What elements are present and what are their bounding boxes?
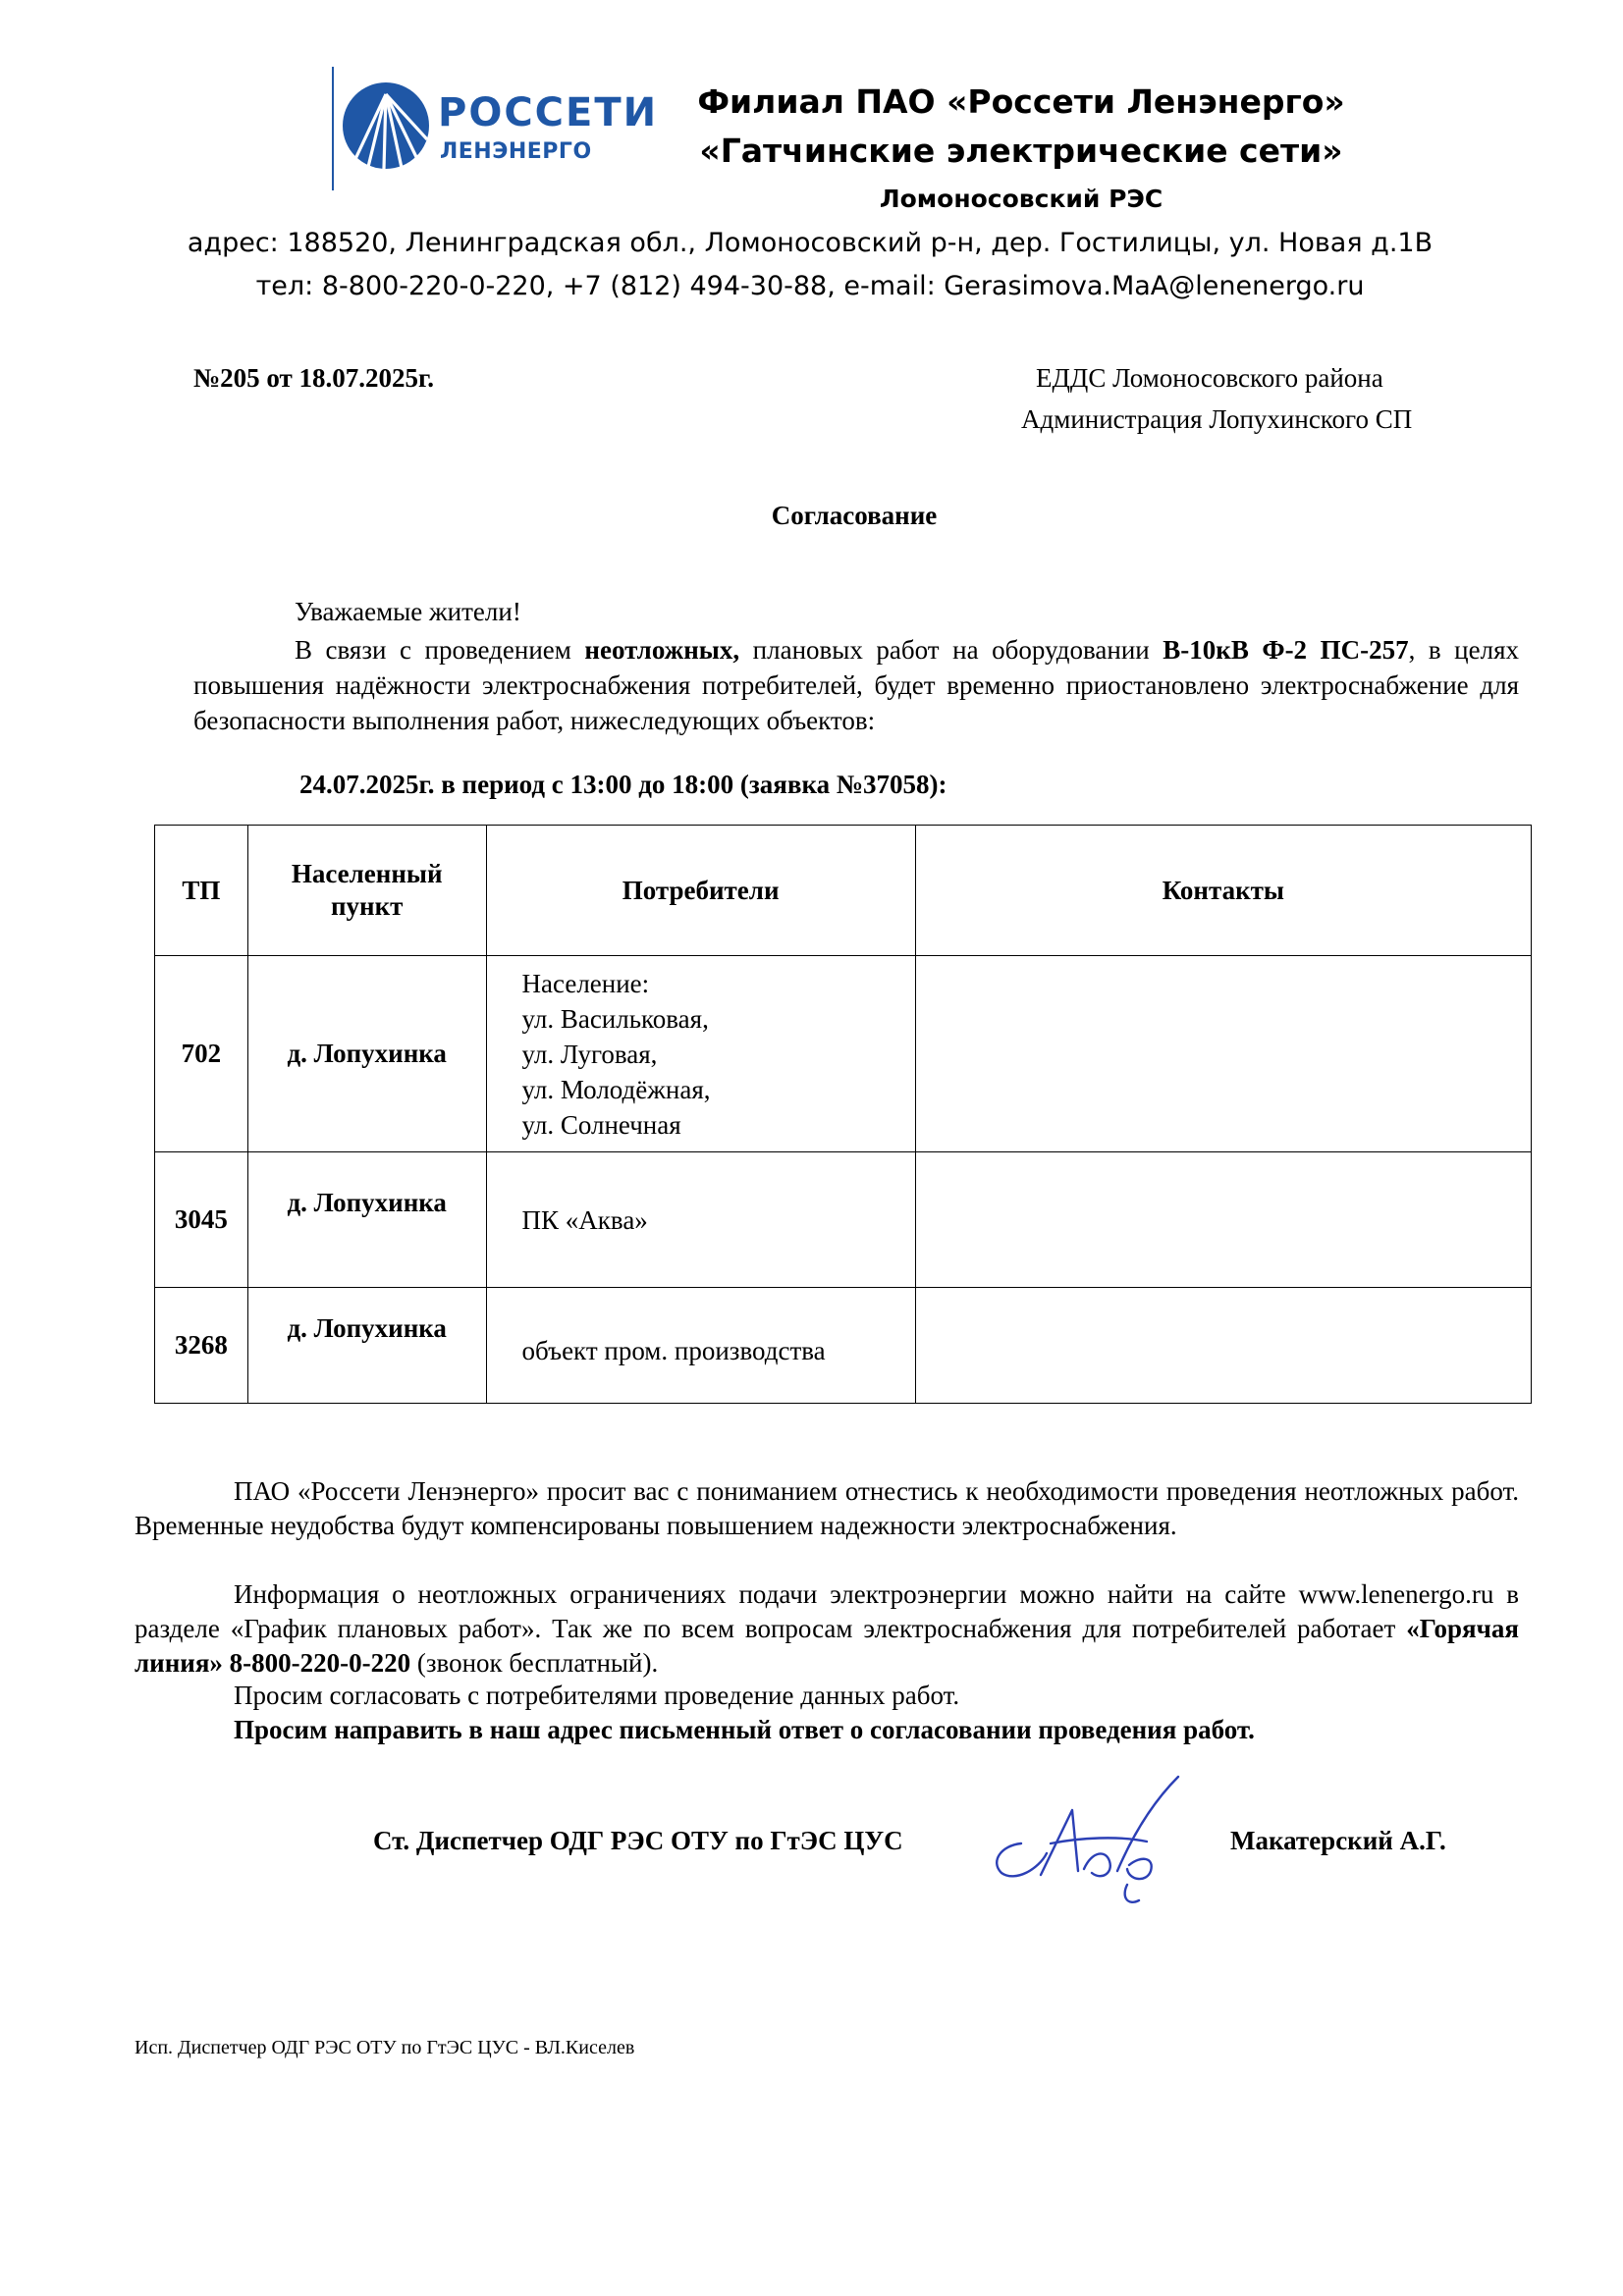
table-row (155, 1152, 1532, 1288)
closing-paragraph-1: ПАО «Россети Ленэнерго» просит вас с пониманием отнестись к необходимости проведения неотложных работ. Временные неудобства будут компенсированы повышением надежности электроснабжения. (135, 1476, 1519, 1540)
header-consumers: Потребители (486, 826, 915, 956)
org-address: адрес: 188520, Ленинградская обл., Ломоносовский р-н, дер. Гостилицы, ул. Новая д.1В (187, 228, 1434, 258)
locality-cell: д. Лопухинка (247, 1288, 486, 1404)
signatory-name: Макатерский А.Г. (1230, 1826, 1446, 1855)
outage-period: 24.07.2025г. в период с 13:00 до 18:00 (заявка №37058): (299, 770, 947, 799)
executor-note: Исп. Диспетчер ОДГ РЭС ОТУ по ГтЭС ЦУС - ВЛ.Киселев (135, 2037, 635, 2058)
closing-paragraph-3: Просим согласовать с потребителями проведение данных работ. (234, 1681, 960, 1710)
table-header-row (155, 826, 1532, 956)
header-contacts: Контакты (915, 826, 1531, 956)
closing-paragraph-2: Информация о неотложных ограничениях подачи электроэнергии можно найти на сайте www.lenenergo.ru в разделе «График плановых работ». Так же по всем вопросам электроснабжения для потребителей работает «Горячая линия» 8-800-220-0-220 (звонок бесплатный). (135, 1579, 1519, 1678)
greeting: Уважаемые жители! (295, 597, 521, 626)
header-tp: ТП (155, 826, 248, 956)
district-name: Ломоносовский РЭС (879, 185, 1163, 213)
consumers-cell: Население: ул. Васильковая, ул. Луговая, ул. Молодёжная, ул. Солнечная (486, 956, 915, 1152)
closing-paragraph-4: Просим направить в наш адрес письменный ответ о согласовании проведения работ. (234, 1715, 1255, 1744)
consumers-cell: объект пром. производства (486, 1288, 915, 1404)
letter-number: №205 от 18.07.2025г. (193, 363, 435, 393)
org-contacts: тел: 8-800-220-0-220, +7 (812) 494-30-88, e-mail: Gerasimova.MaA@lenenergo.ru (255, 271, 1365, 301)
tp-cell: 3268 (155, 1288, 248, 1404)
contacts-cell (915, 1152, 1531, 1288)
branch-name: «Гатчинские электрические сети» (699, 132, 1343, 170)
header-locality: Населенный пункт (247, 826, 486, 956)
document-title: Согласование (771, 501, 938, 530)
org-name: Филиал ПАО «Россети Ленэнерго» (697, 82, 1345, 121)
contacts-cell (915, 956, 1531, 1152)
intro-paragraph: В связи с проведением неотложных, плановых работ на оборудовании В-10кВ Ф-2 ПС-257, в целях повышения надёжности электроснабжения потребителей, будет временно приостановлено электроснабжение для безопасности выполнения работ, нижеследующих объектов: (193, 635, 1519, 735)
contacts-cell (915, 1288, 1531, 1404)
signatory-title: Ст. Диспетчер ОДГ РЭС ОТУ по ГтЭС ЦУС (373, 1826, 903, 1855)
handwritten-signature (982, 1767, 1208, 1914)
recipient-line-1: ЕДДС Ломоносовского района (1036, 363, 1383, 393)
tp-cell: 3045 (155, 1152, 248, 1288)
locality-cell: д. Лопухинка (247, 1152, 486, 1288)
consumers-cell: ПК «Аква» (486, 1152, 915, 1288)
locality-cell: д. Лопухинка (247, 956, 486, 1152)
logo-wordmark: РОССЕТИ (438, 90, 659, 135)
rosseti-logo-icon (341, 80, 431, 171)
logo-subtitle: ЛЕНЭНЕРГО (440, 139, 592, 164)
outage-table (154, 825, 1532, 1404)
recipient-line-2: Администрация Лопухинского СП (1021, 404, 1413, 434)
logo-divider (332, 67, 334, 190)
table-row (155, 956, 1532, 1152)
tp-cell: 702 (155, 956, 248, 1152)
table-row (155, 1288, 1532, 1404)
